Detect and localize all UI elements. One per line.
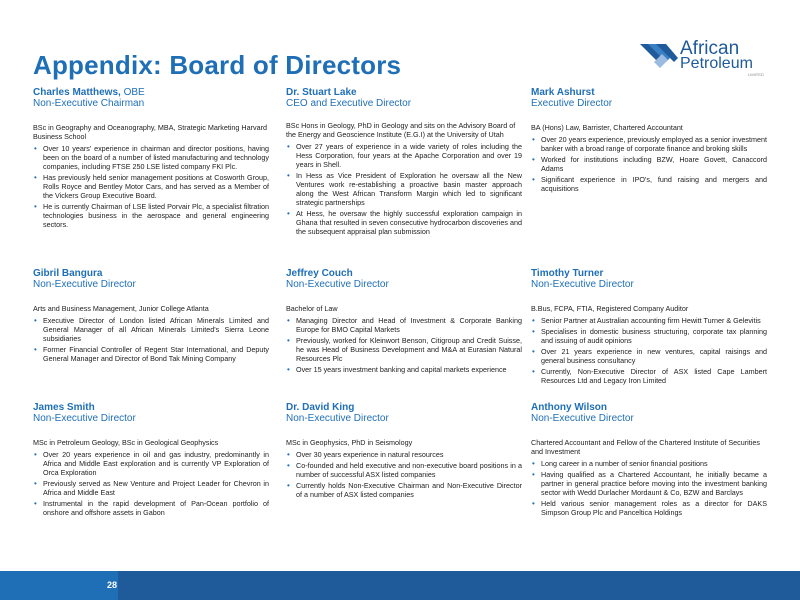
director-experience-list [286,316,522,374]
experience-item: • Has previously held senior management positions at Cosworth Group, Rolls Royce and Bentley Motor Cars, and has served as a Member of the Vickers Group Executive Board. [33,173,269,200]
director-card [286,87,522,238]
experience-item: • Instrumental in the rapid development of Pan-Ocean portfolio of onshore and offshore assets in Gabon [33,499,269,517]
experience-item: • Over 15 years investment banking and capital markets experience [286,365,522,374]
director-card [531,402,767,519]
experience-item: • Over 20 years experience in oil and gas industry, predominantly in Africa and Middle East exploration and is currently VP Exploration of Orca Exploration [33,450,269,477]
experience-item: • Currently, Non-Executive Director of ASX listed Cape Lambert Resources Ltd and Legacy Iron Limited [531,367,767,385]
experience-item: • Senior Partner at Australian accounting firm Hewitt Turner & Gelevitis [531,316,767,325]
experience-item: • Managing Director and Head of Investment & Corporate Banking Europe for BMO Capital Markets [286,316,522,334]
experience-item: • Over 21 years experience in new ventures, capital raisings and general business consultancy [531,347,767,365]
director-role: Executive Director [531,98,613,109]
experience-item: • Over 27 years of experience in a wide variety of roles including the Hess Corporation, four years at the Apache Corporation and over 19 years in Shell. [286,142,522,169]
director-name: Gibril Bangura [33,268,103,279]
page-title: Appendix: Board of Directors [33,50,402,80]
experience-item: • Former Financial Controller of Regent Star International, and Deputy General Manager and Director of Bond Tak Mining Company [33,345,269,363]
experience-item: • Currently holds Non-Executive Chairman and Non-Executive Director of a number of ASX listed companies [286,481,522,499]
logo-chevron-icon [640,40,680,72]
experience-item: • Worked for institutions including BZW, Hoare Govett, Canaccord Adams [531,155,767,173]
director-name-text: Charles Matthews, [33,87,121,98]
director-name: Timothy Turner [531,268,604,279]
experience-item: • Over 20 years experience, previously employed as a senior investment banker with a broad range of corporate finance and broking skills [531,135,767,153]
director-experience-list [33,450,269,517]
experience-item: • Long career in a number of senior financial positions [531,459,767,468]
director-qualification: BA (Hons) Law, Barrister, Chartered Accountant [531,123,683,132]
experience-item: • Held various senior management roles as a director for DAKS Simpson Group Plc and Panceltica Holdings [531,499,767,517]
director-role: Non-Executive Chairman [33,98,145,109]
director-qualification: BSc Hons in Geology, PhD in Geology and sits on the Advisory Board of the Energy and Geoscience Institute (E.G.I) at the University of Utah [286,121,516,139]
director-card [286,402,522,501]
director-card [33,87,269,231]
director-name: Dr. David King [286,402,355,413]
director-role: Non-Executive Director [286,413,389,424]
director-qualification: BSc in Geography and Oceanography, MBA, Strategic Marketing Harvard Business School [33,123,267,141]
director-experience-list [531,316,767,385]
director-name: Jeffrey Couch [286,268,353,279]
experience-item: • Over 30 years experience in natural resources [286,450,522,459]
director-card [33,402,269,519]
director-name [33,87,269,98]
director-qualification: B.Bus, FCPA, FTIA, Registered Company Auditor [531,304,689,313]
director-role: Non-Executive Director [531,413,634,424]
director-experience-list [286,142,522,236]
experience-item: • Previously, worked for Kleinwort Benson, Citigroup and Credit Suisse, he was Head of Business Development and M&A at Eurasian Natural Resources Plc [286,336,522,363]
director-card [531,268,767,387]
experience-item: • Previously served as New Venture and Project Leader for Chevron in Africa and Middle East [33,479,269,497]
director-name: Dr. Stuart Lake [286,87,357,98]
director-name: James Smith [33,402,95,413]
director-qualification: MSc in Petroleum Geology, BSc in Geological Geophysics [33,438,219,447]
director-role: Non-Executive Director [531,279,634,290]
page-number: 28 [107,580,118,590]
experience-item: • Significant experience in IPO's, fund raising and mergers and acquisitions [531,175,767,193]
experience-item: • Co-founded and held executive and non-executive board positions in a number of successful ASX listed companies [286,461,522,479]
director-experience-list [531,135,767,193]
director-qualification: MSc in Geophysics, PhD in Seismology [286,438,413,447]
director-experience-list [531,459,767,517]
director-honour: OBE [120,87,145,98]
experience-item: • In Hess as Vice President of Exploration he oversaw all the New Ventures work re-establishing a proactive basin master approach along the West African Transform Margin which led to significant strategic partnerships [286,171,522,207]
director-role: Non-Executive Director [33,413,136,424]
director-role: Non-Executive Director [286,279,389,290]
experience-item: • At Hess, he oversaw the highly successful exploration campaign in Ghana that resulted in seven consecutive hydrocarbon discoveries and the subsequent appraisal plan submission [286,209,522,236]
logo-word-petroleum: Petroleum [680,55,753,72]
director-name: Anthony Wilson [531,402,608,413]
director-role: Non-Executive Director [33,279,136,290]
logo-word-african: African [680,38,740,59]
director-qualification: Bachelor of Law [286,304,338,313]
director-experience-list [286,450,522,499]
director-card [286,268,522,376]
director-qualification: Arts and Business Management, Junior College Atlanta [33,304,209,313]
experience-item: • Executive Director of London listed African Minerals Limited and General Manager of all African Minerals Limited's Sierra Leone subsidiaries [33,316,269,343]
experience-item: • He is currently Chairman of LSE listed Porvair Plc, a specialist filtration technologies business in the aerospace and general engineering sectors. [33,202,269,229]
experience-item: • Having qualified as a Chartered Accountant, he initially became a partner in general practice before moving into the investment banking sector with Wedd Durlacher Mordaunt & Co, BZW and Barclays [531,470,767,497]
director-experience-list [33,144,269,229]
logo-tagline: LIMITED [748,72,764,77]
director-role: CEO and Executive Director [286,98,412,109]
company-logo [640,38,764,77]
director-experience-list [33,316,269,363]
experience-item: • Specialises in domestic business structuring, corporate tax planning and issuing of audit opinions [531,327,767,345]
director-card [33,268,269,365]
director-qualification: Chartered Accountant and Fellow of the Chartered Institute of Securities and Investment [531,438,760,456]
director-card [531,87,767,195]
footer-bar [0,571,800,600]
experience-item: • Over 10 years' experience in chairman and director positions, having been on the board of a number of listed manufacturing and technology companies, including FTSE 250 LSE listed company FKI Plc. [33,144,269,171]
footer-accent [0,571,118,600]
director-name: Mark Ashurst [531,87,595,98]
